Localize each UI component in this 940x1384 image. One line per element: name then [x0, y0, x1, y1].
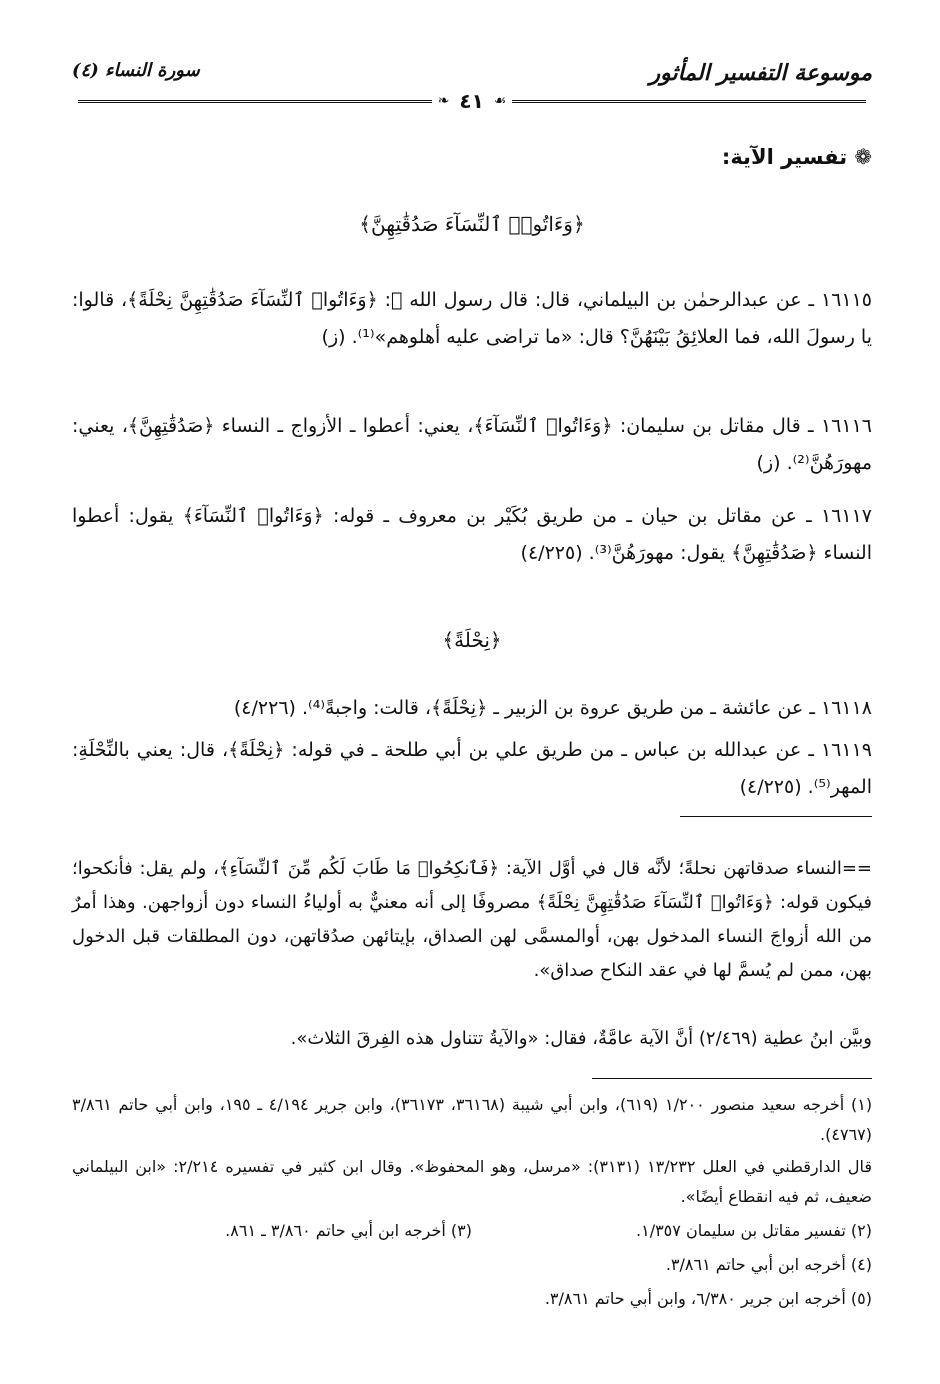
page-number-bar: [72, 88, 872, 114]
commentary-separator: [680, 816, 872, 817]
commentary-ibn-atiyya: وبيَّن ابنُ عطية (٢/٤٦٩) أنَّ الآية عامَّةٌ، فقال: «والآيةُ تتناول هذه الفِرقَ الثلاث».: [290, 1028, 872, 1049]
narration-16117: ١٦١١٧ ـ عن مقاتل بن حيان ـ من طريق بُكَيْر بن معروف ـ قوله: ﴿وَءَاتُوا۟ ٱلنِّسَآءَ﴾ يقول: أعطوا النساء ﴿صَدُقَٰتِهِنَّ﴾ يقول: مهورَهُنَّ⁽³⁾. (٤/٢٢٥): [72, 505, 872, 564]
page-number: ٤١: [459, 89, 484, 113]
section-heading: ❁ تفسير الآية:: [721, 145, 872, 169]
footnote-3: (٣) أخرجه ابن أبي حاتم ٣/٨٦٠ ـ ٨٦١.: [225, 1221, 472, 1240]
narration-16119: ١٦١١٩ ـ عن عبدالله بن عباس ـ من طريق علي بن أبي طلحة ـ في قوله: ﴿نِحْلَةً﴾، قال: يعني بالنِّحْلَةِ: المهر⁽⁵⁾. (٤/٢٢٥): [72, 739, 872, 798]
footnotes-2-3: [72, 1216, 872, 1246]
verse-heading-1: ﴿وَءَاتُوا۟ ٱلنِّسَآءَ صَدُقَٰتِهِنَّ﴾: [359, 212, 585, 236]
commentary-paragraph: ==النساء صدقاتهن نحلةً؛ لأنَّه قال في أوَّل الآية: ﴿فَٱنكِحُوا۟ مَا طَابَ لَكُم مِّنَ ٱلنِّسَآءِ﴾، ولم يقل: فأنكحوا؛ فيكون قوله: ﴿وَءَاتُوا۟ ٱلنِّسَآءَ صَدُقَٰتِهِنَّ نِحْلَةً﴾ مصروفًا إلى أنه معنيٌّ به أولياءُ النساء دون أزواجهن. وهذا أمرٌ من الله أزواجَ النساء المدخول بهن، أوالمسمَّى لهن الصداق، بإيتائهن صدُقاتهن، دون المطلقات قبل الدخول بهن، ممن لم يُسمَّ لها في عقد النكاح صداق».: [72, 858, 872, 981]
ornament-left-icon: ❧: [437, 93, 450, 109]
footnote-2: (٢) تفسير مقاتل بن سليمان ١/٣٥٧.: [636, 1221, 872, 1240]
footnote-1-note: قال الدارقطني في العلل ١٣/٢٣٢ (٣١٣١): «مرسل، وهو المحفوظ». وقال ابن كثير في تفسيره ٢/٢١٤: «ابن البيلماني ضعيف، ثم فيه انقطاع أيضًا».: [72, 1157, 872, 1206]
verse-heading-2: ﴿نِحْلَةً﴾: [442, 628, 502, 652]
book-title: موسوعة التفسير المأثور: [649, 60, 872, 86]
narration-16118: ١٦١١٨ ـ عن عائشة ـ من طريق عروة بن الزبير ـ ﴿نِحْلَةً﴾، قالت: واجبةً⁽⁴⁾. (٤/٢٢٦): [233, 697, 872, 719]
header-rule-left: [78, 100, 432, 103]
header-rule-right: [512, 100, 866, 103]
footnote-separator: [592, 1078, 872, 1079]
narration-16115: ١٦١١٥ ـ عن عبدالرحمٰن بن البيلماني، قال: قال رسول الله ﷺ: ﴿وَءَاتُوا۟ ٱلنِّسَآءَ صَدُقَٰتِهِنَّ نِحْلَةً﴾، قالوا: يا رسولَ الله، فما العلائِقُ بَيْنَهُنَّ؟ قال: «ما تراضى عليه أهلوهم»⁽¹⁾. (ز): [72, 289, 872, 348]
ornament-right-icon: ☙: [493, 93, 507, 109]
surah-title: سورة النساء (٤): [72, 60, 200, 81]
narration-16116: ١٦١١٦ ـ قال مقاتل بن سليمان: ﴿وَءَاتُوا۟ ٱلنِّسَآءَ﴾، يعني: أعطوا ـ الأزواج ـ النساء ﴿صَدُقَٰتِهِنَّ﴾، يعني: مهورَهُنَّ⁽²⁾. (ز): [72, 415, 872, 474]
footnote-5: (٥) أخرجه ابن جرير ٦/٣٨٠، وابن أبي حاتم ٣/٨٦١.: [544, 1289, 872, 1308]
footnote-1: (١) أخرجه سعيد منصور ١/٢٠٠ (٦١٩)، وابن أبي شيبة (٣٦١٦٨، ٣٦١٧٣)، وابن جرير ٤/١٩٤ ـ ١٩٥، وابن أبي حاتم ٣/٨٦١ (٤٧٦٧).: [72, 1095, 873, 1144]
footnote-4: (٤) أخرجه ابن أبي حاتم ٣/٨٦١.: [665, 1255, 872, 1274]
